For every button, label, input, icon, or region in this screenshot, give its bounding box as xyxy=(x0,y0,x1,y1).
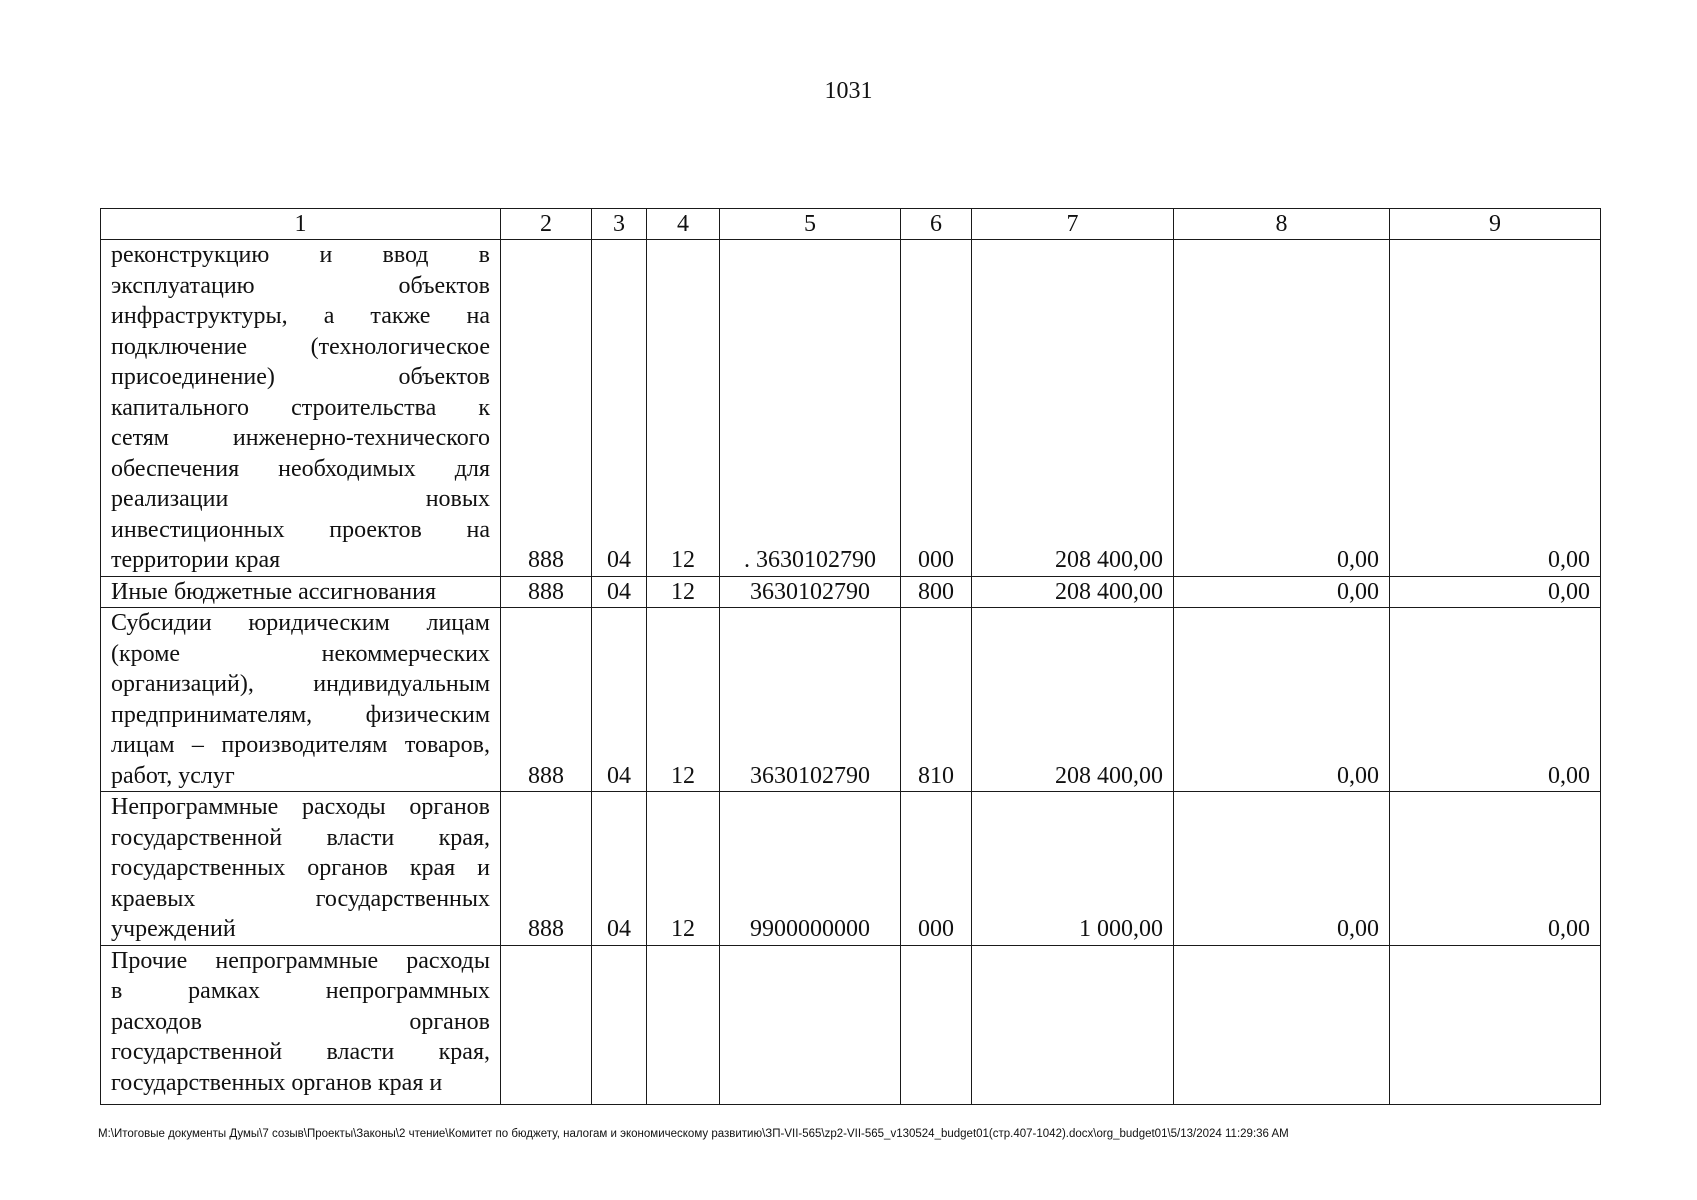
description-line: государственных органов края и xyxy=(111,855,490,881)
header-cell: 9 xyxy=(1390,209,1601,240)
row-description xyxy=(101,945,501,1104)
amount-year-2: 0,00 xyxy=(1174,608,1390,792)
expense-type-code: 800 xyxy=(901,576,972,608)
expense-type-code xyxy=(901,945,972,1104)
header-cell: 5 xyxy=(720,209,901,240)
header-cell: 3 xyxy=(592,209,647,240)
table-row xyxy=(101,240,1601,577)
expense-type-code: 000 xyxy=(901,792,972,946)
subsection-code: 12 xyxy=(647,608,720,792)
description-line: государственных органов края и xyxy=(111,1069,443,1096)
description-line: организаций), индивидуальным xyxy=(111,671,490,697)
target-article-code: 3630102790 xyxy=(720,608,901,792)
description-line: территории края xyxy=(111,547,281,573)
description-line: реализации новых xyxy=(111,486,490,512)
amount-year-2: 0,00 xyxy=(1174,240,1390,577)
description-line: инвестиционных проектов на xyxy=(111,516,490,543)
subsection-code xyxy=(647,945,720,1104)
header-cell: 4 xyxy=(647,209,720,240)
description-line: Иные бюджетные ассигнования xyxy=(111,578,436,605)
description-line: в рамках непрограммных xyxy=(111,978,490,1004)
table-row xyxy=(101,608,1601,792)
description-line: Прочие непрограммные расходы xyxy=(111,947,490,974)
footer-file-path: M:\Итоговые документы Думы\7 созыв\Проекты\Законы\2 чтение\Комитет по бюджету, налогам и экономическому развитию\ЗП-VII-565\zp2-VII-565_v130524_budget01(стр.407-1042).docx\org_budget01\5/13/2024 11:29:36 AM xyxy=(98,1128,1289,1140)
description-line: обеспечения необходимых для xyxy=(111,455,490,482)
description-line: (кроме некоммерческих xyxy=(111,640,490,667)
ministry-code: 888 xyxy=(501,576,592,608)
row-description xyxy=(101,576,501,608)
amount-year-2: 0,00 xyxy=(1174,576,1390,608)
target-article-code: . 3630102790 xyxy=(720,240,901,577)
subsection-code: 12 xyxy=(647,792,720,946)
description-line: инфраструктуры, а также на xyxy=(111,303,490,329)
description-line: реконструкцию и ввод в xyxy=(111,242,490,268)
section-code: 04 xyxy=(592,576,647,608)
ministry-code: 888 xyxy=(501,608,592,792)
amount-year-3: 0,00 xyxy=(1390,792,1601,946)
ministry-code: 888 xyxy=(501,240,592,577)
header-cell: 2 xyxy=(501,209,592,240)
table-row xyxy=(101,945,1601,1104)
amount-year-1: 1 000,00 xyxy=(972,792,1174,946)
budget-table xyxy=(100,208,1601,1105)
section-code xyxy=(592,945,647,1104)
ministry-code xyxy=(501,945,592,1104)
description-line: расходов органов xyxy=(111,1008,490,1035)
ministry-code: 888 xyxy=(501,792,592,946)
section-code: 04 xyxy=(592,608,647,792)
expense-type-code: 000 xyxy=(901,240,972,577)
header-cell: 8 xyxy=(1174,209,1390,240)
description-line: учреждений xyxy=(111,916,236,942)
description-line: лицам – производителям товаров, xyxy=(111,732,490,758)
description-line: предпринимателям, физическим xyxy=(111,701,490,728)
amount-year-1: 208 400,00 xyxy=(972,576,1174,608)
amount-year-3: 0,00 xyxy=(1390,240,1601,577)
table-row xyxy=(101,576,1601,608)
amount-year-2: 0,00 xyxy=(1174,792,1390,946)
target-article-code: 9900000000 xyxy=(720,792,901,946)
description-line: Непрограммные расходы органов xyxy=(111,794,490,820)
amount-year-3 xyxy=(1390,945,1601,1104)
row-description xyxy=(101,792,501,946)
description-line: капитального строительства к xyxy=(111,394,490,421)
subsection-code: 12 xyxy=(647,576,720,608)
expense-type-code: 810 xyxy=(901,608,972,792)
section-code: 04 xyxy=(592,240,647,577)
amount-year-3: 0,00 xyxy=(1390,608,1601,792)
header-row xyxy=(101,209,1601,240)
target-article-code xyxy=(720,945,901,1104)
header-cell: 7 xyxy=(972,209,1174,240)
amount-year-2 xyxy=(1174,945,1390,1104)
subsection-code: 12 xyxy=(647,240,720,577)
description-line: Субсидии юридическим лицам xyxy=(111,610,490,636)
section-code: 04 xyxy=(592,792,647,946)
description-line: государственной власти края, xyxy=(111,824,490,851)
amount-year-3: 0,00 xyxy=(1390,576,1601,608)
amount-year-1: 208 400,00 xyxy=(972,608,1174,792)
header-cell: 1 xyxy=(101,209,501,240)
description-line: работ, услуг xyxy=(111,762,235,789)
table-row xyxy=(101,792,1601,946)
description-line: подключение (технологическое xyxy=(111,333,490,360)
page-number: 1031 xyxy=(824,78,873,104)
description-line: присоединение) объектов xyxy=(111,364,490,390)
description-line: краевых государственных xyxy=(111,885,490,912)
description-line: эксплуатацию объектов xyxy=(111,272,490,299)
amount-year-1 xyxy=(972,945,1174,1104)
row-description xyxy=(101,608,501,792)
description-line: сетям инженерно-технического xyxy=(111,425,490,451)
target-article-code: 3630102790 xyxy=(720,576,901,608)
amount-year-1: 208 400,00 xyxy=(972,240,1174,577)
header-cell: 6 xyxy=(901,209,972,240)
row-description xyxy=(101,240,501,577)
description-line: государственной власти края, xyxy=(111,1039,490,1065)
